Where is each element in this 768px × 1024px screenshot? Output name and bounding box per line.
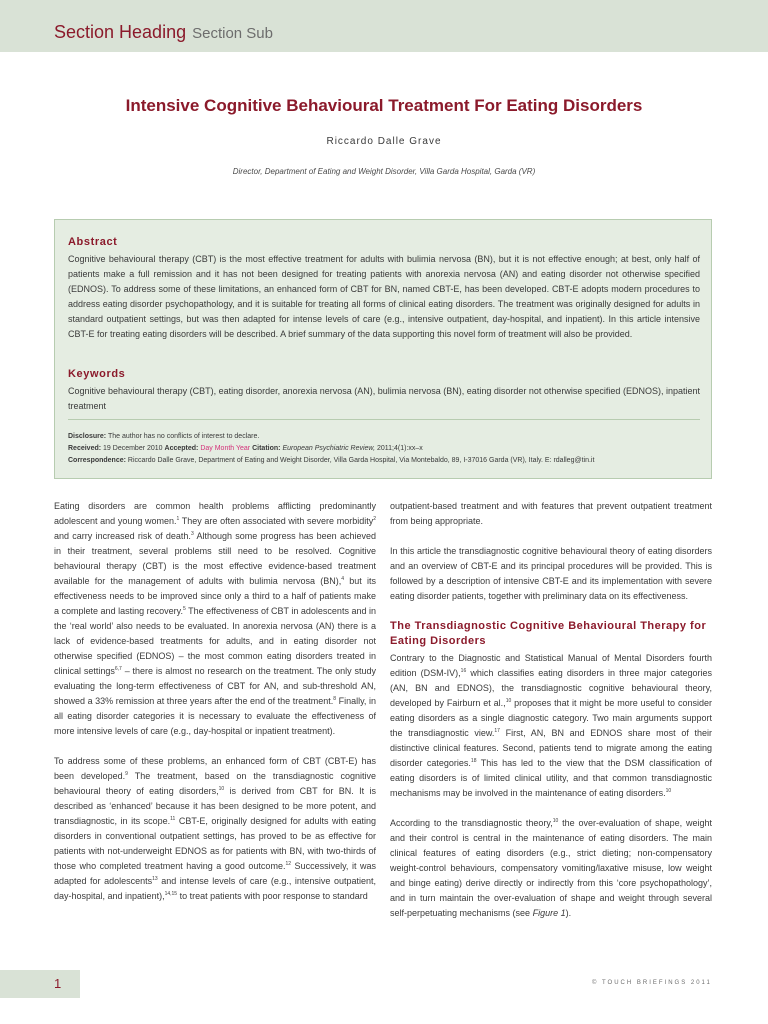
copyright-footer: © TOUCH BRIEFINGS 2011 [592,980,712,986]
page-number-box [0,970,80,998]
abstract-heading: Abstract [68,236,118,248]
body-column-right [390,499,712,936]
correspondence-label: Correspondence: [68,457,126,464]
body-paragraph: outpatient-based treatment and with features that prevent outpatient treatment from being appropriate. [390,501,712,526]
citation-journal: European Psychiatric Review, [282,445,376,452]
article-author: Riccardo Dalle Grave [326,136,442,147]
disclosure-label: Disclosure: [68,433,107,440]
keywords-text: Cognitive behavioural therapy (CBT), eating disorder, anorexia nervosa (AN), bulimia nervosa (BN), eating disorder not otherwise specified (EDNOS), inpatient treatment [68,386,700,411]
accepted-date: Day Month Year [200,445,251,452]
citation-details: 2011;4(1):xx–x [377,445,423,452]
accepted-label: Accepted: [164,445,199,452]
disclosure-text: The author has no conflicts of interest to declare. [107,433,260,440]
dates-line [68,443,700,455]
keywords-heading: Keywords [68,368,126,380]
section-sub: Section Sub [192,25,273,42]
body-paragraph: In this article the transdiagnostic cognitive behavioural theory of eating disorders and an overview of CBT-E and its principal procedures will be provided. This is followed by a description of intensive CBT-E and its implementation with severe eating disorder patients, together with preliminary data on its effectiveness. [390,546,712,601]
page-number: 1 [54,976,62,991]
section-heading-text: Section Heading [54,22,187,42]
section-heading [54,22,273,43]
received-label: Received: [68,445,102,452]
body-column-left [54,499,376,919]
correspondence-text: Riccardo Dalle Grave, Department of Eating and Weight Disorder, Villa Garda Hospital, Via Montebaldo, 89, I-37016 Garda (VR), Italy. E: rdalleg@tin.it [127,457,595,464]
article-title: Intensive Cognitive Behavioural Treatment For Eating Disorders [125,96,643,115]
body-paragraph: According to the transdiagnostic theory,$^{10}$ the over-evaluation of shape, weight and their control is central in the maintenance of eating disorders. The main clinical features of eating disorders (e.g., strict dieting; non-compensatory weight-control behaviours, compensatory vomiting/laxative misuse, low weight and binge eating) derive directly or indirectly from this ‘core psychopathology’, and in turn maintain the over-evaluation of shape and weight through several self-perpetuating mechanisms (see Figure 1). [390,818,713,918]
abstract-text: Cognitive behavioural therapy (CBT) is the most effective treatment for adults with bulimia nervosa (BN), but it is not effective enough; at best, only half of patients make a full remission and it has not been designed for treating patients with anorexia nervosa (AN) and eating disorder not otherwise specified (EDNOS). To address some of these limitations, an enhanced form of CBT for BN, named CBT-E, has been developed. CBT-E adopts modern procedures to address eating disorder psychopathology, and it is suitable for treating all forms of clinical eating disorders. The treatment was originally designed for adults in standard outpatient settings, but was then adapted for intense levels of care (e.g., intensive outpatient, day-hospital, and inpatient). In this article intensive CBT-E for treating eating disorders will be described. A brief summary of the data supporting this novel form of treatment will also be provided. [68,254,700,339]
abstract-divider [68,419,700,420]
received-date: 19 December 2010 [103,445,163,452]
body-paragraph: Contrary to the Diagnostic and Statistical Manual of Mental Disorders fourth edition (DSM-IV),$^{16}$ which classifies eating disorders in three major categories (AN, BN and EDNOS), the transdiagnostic cognitive behavioural theory, developed by Fairburn et al.,$^{10}$ proposes that it might be more useful to consider eating disorders as a single diagnostic category. Two main arguments support the transdiagnostic view.$^{17}$ First, AN, BN and EDNOS share most of their distinctive clinical features. Second, patients tend to migrate among the eating disorder categories.$^{18}$ This has led to the view that the DSM classification of eating disorders is of limited clinical utility, and that common transdiagnostic mechanisms may be involved in the maintenance of eating disorders.$^{10}$ [390,653,713,798]
body-paragraph: Eating disorders are common health problems afflicting predominantly adolescent and young women.$^1$ They are often associated with severe morbidity$^2$ and carry increased risk of death.$^3$ Although some progress has been achieved in their treatment, several problems still need to be resolved. Cognitive behavioural therapy (CBT) is the most effective evidence-based treatment available for the management of adults with bulimia nervosa (BN),$^4$ but its effectiveness needs to be improved since only a third to a half of patients make a complete and lasting recovery.$^5$ The effectiveness of CBT in adolescents and in the ‘real world’ also needs to be evaluated. In anorexia nervosa (AN) there is a lack of evidence-based treatments for adults, and in eating disorder not otherwise specified (EDNOS) – the most common eating disorders treated in clinical settings$^{6,7}$ – there is almost no research on the treatment. The only study evaluating the long-term effectiveness of CBT for AN, and sub-threshold AN, showed a 33% remission at three years after the end of the treatment.$^8$ Finally, in all eating disorder categories it is necessary to evaluate the effectiveness of more intensive levels of care (e.g., day-hospital or inpatient treatment). [54,501,377,736]
body-paragraph: To address some of these problems, an enhanced form of CBT (CBT-E) has been developed.$^9$ The treatment, based on the transdiagnostic cognitive behavioural theory of eating disorders,$^{10}$ is derived from CBT for BN. It is described as ‘enhanced’ because it has been designed to be more potent, and transdiagnostic, in its scope.$^{11}$ CBT-E, originally designed for adults with eating disorders in conventional outpatient settings, has proved to be as effective for patients with not-underweight EDNOS as for patients with BN, with two-thirds of those who completed treatment having a good outcome.$^{12}$ Successively, it was adapted for adolescents$^{13}$ and intense levels of care (e.g., intensive outpatient, day-hospital, and inpatient),$^{14,15}$ to treat patients with poor response to standard [54,756,377,901]
disclosure-line [68,431,700,443]
section-heading-transdiagnostic: The Transdiagnostic Cognitive Behavioural Therapy for Eating Disorders [390,620,707,647]
section-header-bar [0,0,768,52]
abstract-box [54,219,712,479]
correspondence-line [68,455,700,467]
citation-label: Citation: [252,445,281,452]
author-affiliation: Director, Department of Eating and Weight Disorder, Villa Garda Hospital, Garda (VR) [232,167,536,176]
figure-reference: Figure 1 [532,908,566,918]
